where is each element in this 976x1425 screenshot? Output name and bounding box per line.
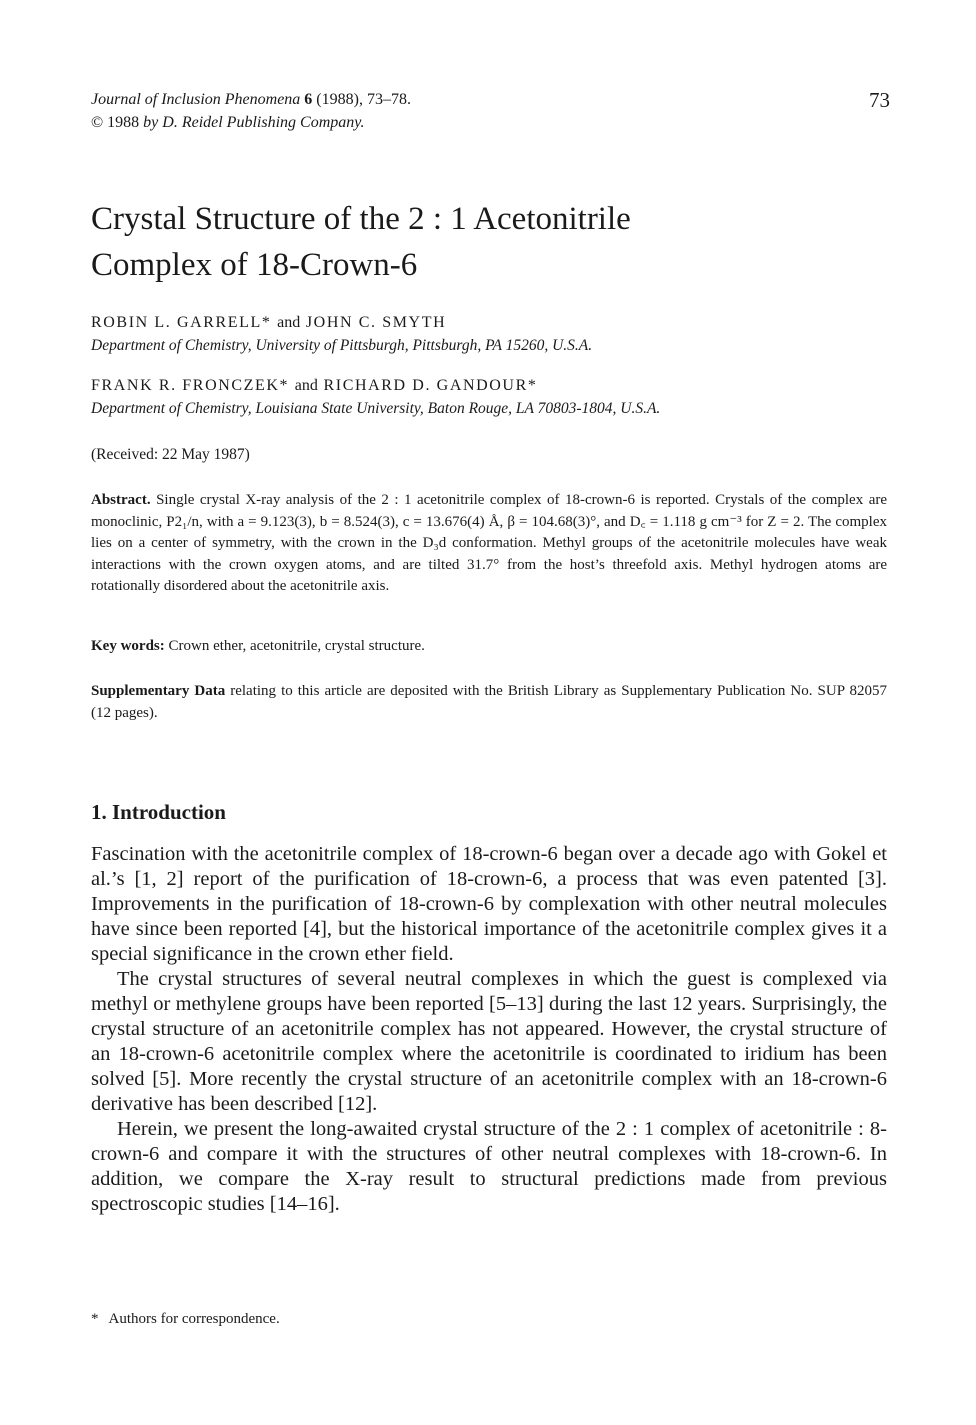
copyright-line	[91, 111, 411, 134]
article-title	[91, 196, 871, 288]
journal-header	[91, 88, 411, 134]
supplementary-label: Supplementary Data	[91, 683, 226, 699]
title-line-1: Crystal Structure of the 2 : 1 Acetonitrile	[91, 201, 631, 237]
supplementary-data	[91, 681, 887, 724]
journal-name: Journal of Inclusion Phenomena	[91, 91, 301, 108]
body-text	[91, 842, 887, 1217]
section-heading	[91, 800, 226, 825]
abstract-label: Abstract.	[91, 492, 151, 508]
section-number: 1.	[91, 800, 107, 824]
keywords-text: Crown ether, acetonitrile, crystal structure.	[168, 638, 425, 654]
affiliation-2: Department of Chemistry, Louisiana State University, Baton Rouge, LA 70803-1804, U.S.A.	[91, 400, 661, 417]
author-line-2	[91, 377, 537, 395]
supplementary-text: relating to this article are deposited with the British Library as Supplementary Publication No. SUP 82057 (12 pages).	[91, 683, 888, 721]
copyright-symbol: ©	[91, 114, 104, 131]
footnote-marker: *	[91, 1311, 99, 1327]
title-line-2: Complex of 18-Crown-6	[91, 247, 418, 283]
received-date: (Received: 22 May 1987)	[91, 446, 250, 463]
author-name: JOHN C. SMYTH	[305, 314, 447, 331]
abstract-text: Single crystal X-ray analysis of the 2 : 1 acetonitrile complex of 18-crown-6 is reported. Crystals of the complex are monoclinic, P2₁/n, with a = 9.123(3), b = 8.524(3), c = 13.676(4) Å, β = 104.68(3)°, and D꜀ = 1.118 g cm⁻³ for Z = 2. The complex lies on a center of symmetry, with the crown in the D₃d conformation. Methyl groups of the acetonitrile molecules have weak interactions with the crown oxygen atoms, and are tilted 31.7° from the host’s threefold axis. Methyl hydrogen atoms are rotationally disordered about the acetonitrile axis.	[91, 492, 888, 594]
copyright-year: 1988	[107, 114, 140, 131]
author-name: FRANK R. FRONCZEK*	[91, 377, 290, 394]
paragraph: Fascination with the acetonitrile complex of 18-crown-6 began over a decade ago with Gokel et al.’s [1, 2] report of the purification of 18-crown-6, a process that was even patented [3]. Improvements in the purification of 18-crown-6 by complexation with other neutral molecules have since been reported [4], but the historical importance of the acetonitrile complex gives it a special significance in the crown ether field.	[91, 843, 887, 965]
keywords-label: Key words:	[91, 638, 165, 654]
keywords	[91, 638, 887, 655]
author-name: RICHARD D. GANDOUR*	[323, 377, 538, 394]
footnote	[91, 1311, 280, 1328]
author-conjunction: and	[294, 377, 318, 394]
journal-volume: 6	[304, 91, 313, 108]
paragraph: Herein, we present the long-awaited crystal structure of the 2 : 1 complex of acetonitrile : 8-crown-6 and compare it with the structures of other neutral complexes with 18-crown-6. In addition, we compare the X-ray result to structural predictions made from previous spectroscopic studies [14–16].	[91, 1118, 887, 1215]
paragraph: The crystal structures of several neutral complexes in which the guest is complexed via methyl or methylene groups have been reported [5–13] during the last 12 years. Surprisingly, the crystal structure of an acetonitrile complex has not appeared. However, the crystal structure of an 18-crown-6 acetonitrile complex where the acetonitrile is coordinated to iridium has been solved [5]. More recently the crystal structure of an acetonitrile complex with an 18-crown-6 derivative has been described [12].	[91, 968, 887, 1115]
publisher: by D. Reidel Publishing Company.	[143, 114, 365, 131]
affiliation-1: Department of Chemistry, University of Pittsburgh, Pittsburgh, PA 15260, U.S.A.	[91, 337, 593, 354]
footnote-text: Authors for correspondence.	[108, 1311, 280, 1327]
author-line-1	[91, 314, 446, 332]
author-name: ROBIN L. GARRELL*	[91, 314, 272, 331]
journal-citation	[91, 88, 411, 111]
section-title: Introduction	[112, 800, 226, 824]
page-number: 73	[869, 88, 890, 112]
abstract	[91, 490, 887, 598]
author-conjunction: and	[277, 314, 301, 331]
journal-year-pages: (1988), 73–78.	[316, 91, 411, 108]
